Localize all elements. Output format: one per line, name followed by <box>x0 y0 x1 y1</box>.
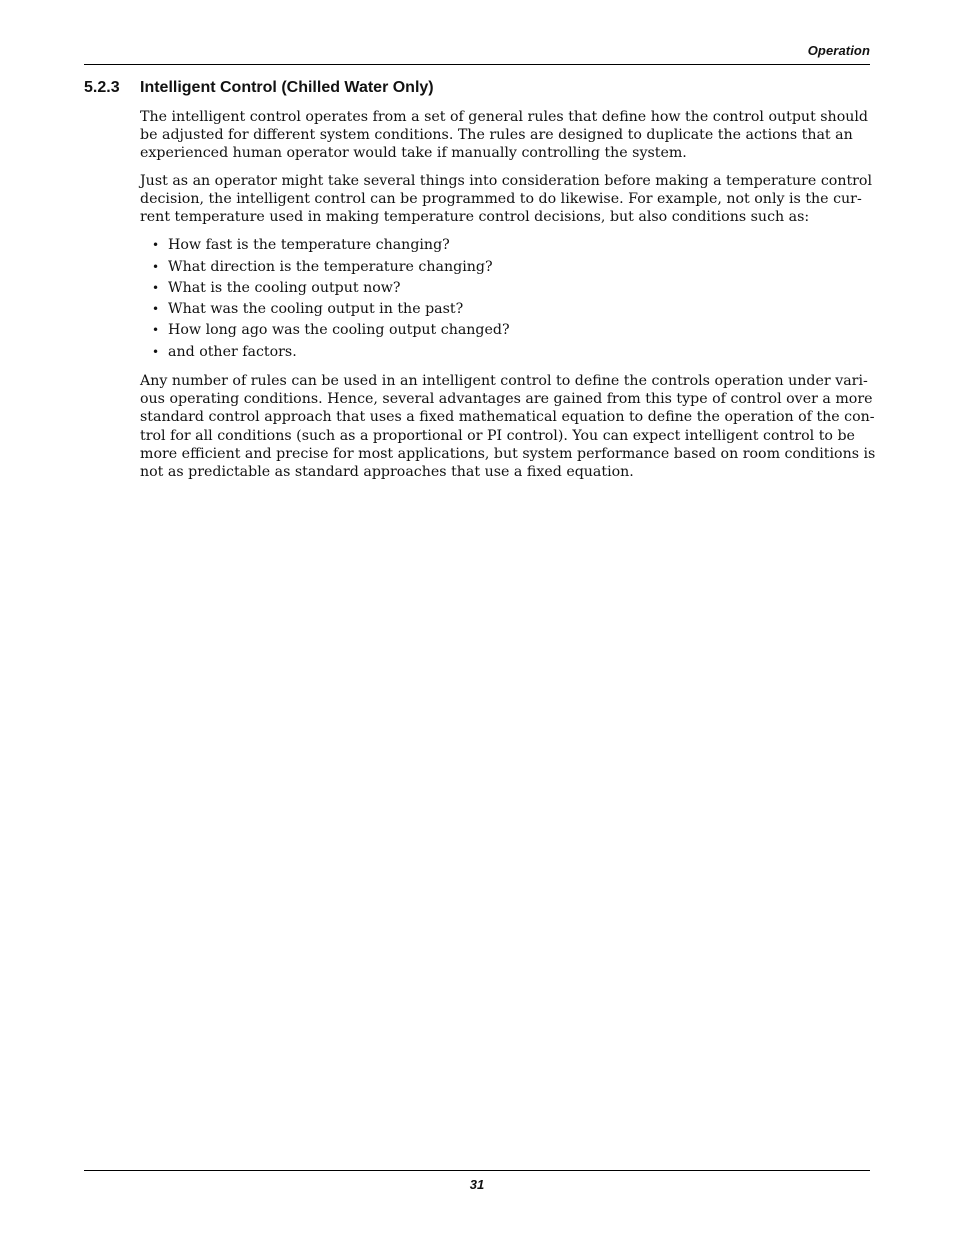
bullet-icon: • <box>152 259 160 274</box>
bullet-icon: • <box>152 344 160 359</box>
list-item: • and other factors. <box>140 342 872 363</box>
paragraph-line: be adjusted for different system conditions. The rules are designed to duplicate the actions that an <box>140 127 853 144</box>
paragraph-line: Any number of rules can be used in an intelligent control to define the controls operation under vari- <box>140 373 868 389</box>
paragraph-operator <box>140 172 872 227</box>
section-heading <box>84 79 434 97</box>
paragraph-line: not as predictable as standard approaches that use a fixed equation. <box>140 464 634 481</box>
paragraph-advantages <box>140 372 876 481</box>
list-item: • What is the cooling output now? <box>140 278 872 299</box>
paragraph-line: more efficient and precise for most applications, but system performance based on room conditions is <box>140 445 876 462</box>
bullet-icon: • <box>152 238 160 253</box>
paragraph-line: ous operating conditions. Hence, several advantages are gained from this type of control over a more <box>140 391 873 408</box>
paragraph-line: decision, the intelligent control can be programmed to do likewise. For example, not only is the cur- <box>140 190 862 207</box>
list-item: • What was the cooling output in the past? <box>140 299 872 320</box>
footer-rule <box>84 1170 870 1171</box>
conditions-list <box>140 235 872 363</box>
section-number: 5.2.3 <box>84 79 120 96</box>
list-item: • What direction is the temperature changing? <box>140 257 872 278</box>
list-item: • How long ago was the cooling output changed? <box>140 320 872 341</box>
bullet-icon: • <box>152 323 160 338</box>
header-rule <box>84 64 870 65</box>
paragraph-line: standard control approach that uses a fixed mathematical equation to define the operation of the con- <box>140 409 875 426</box>
bullet-icon: • <box>152 280 160 295</box>
running-header-section: Operation <box>807 43 870 58</box>
paragraph-line: The intelligent control operates from a set of general rules that define how the control output should <box>140 109 868 125</box>
list-item: • How fast is the temperature changing? <box>140 235 872 256</box>
paragraph-line: experienced human operator would take if manually controlling the system. <box>140 145 687 162</box>
paragraph-line: Just as an operator might take several things into consideration before making a temperature control <box>140 172 873 189</box>
paragraph-intro <box>140 108 872 163</box>
paragraph-line: trol for all conditions (such as a proportional or PI control). You can expect intelligent control to be <box>140 427 855 444</box>
paragraph-line: rent temperature used in making temperature control decisions, but also conditions such as: <box>140 209 810 226</box>
section-body <box>140 108 876 490</box>
page-number: 31 <box>469 1177 485 1192</box>
section-title: Intelligent Control (Chilled Water Only) <box>140 79 434 96</box>
bullet-icon: • <box>152 302 160 317</box>
